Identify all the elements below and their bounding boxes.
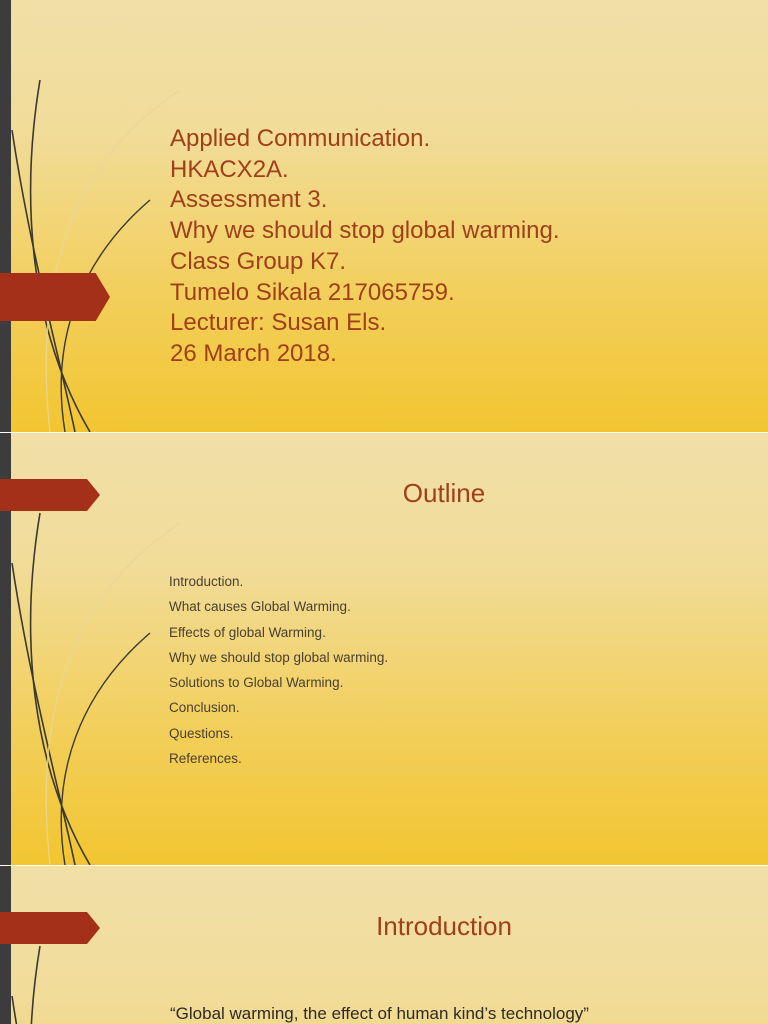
title-text-block: [170, 124, 560, 370]
title-line: Applied Communication.: [170, 125, 431, 152]
list-item: Introduction.: [169, 574, 244, 589]
title-line: HKACX2A.: [170, 155, 289, 183]
introduction-slide[interactable]: [0, 866, 768, 1024]
title-line: Class Group K7.: [170, 247, 347, 275]
slide-heading: Outline: [402, 478, 486, 508]
arrow-tab-icon: [0, 273, 110, 321]
title-line: Why we should stop global warming.: [170, 217, 560, 245]
title-line: 26 March 2018.: [170, 339, 337, 367]
title-line: Lecturer: Susan Els.: [170, 309, 387, 337]
list-item: Why we should stop global warming.: [169, 649, 389, 665]
list-item: Questions.: [169, 725, 234, 741]
slide-heading: Introduction: [376, 911, 512, 941]
list-item: What causes Global Warming.: [169, 599, 351, 615]
title-slide[interactable]: [0, 0, 768, 432]
list-item: Solutions to Global Warming.: [169, 675, 344, 691]
list-item: Effects of global Warming.: [169, 624, 326, 640]
intro-quote: “Global warming, the effect of human kind’s technology”: [170, 1004, 589, 1023]
list-item: Conclusion.: [169, 700, 240, 716]
swoosh-lines-decoration: [0, 866, 200, 1024]
title-line: Assessment 3.: [170, 186, 328, 214]
outline-slide[interactable]: [0, 433, 768, 865]
list-item: References.: [169, 751, 242, 767]
title-line: Tumelo Sikala 217065759.: [170, 278, 455, 306]
outline-list: [169, 569, 388, 771]
